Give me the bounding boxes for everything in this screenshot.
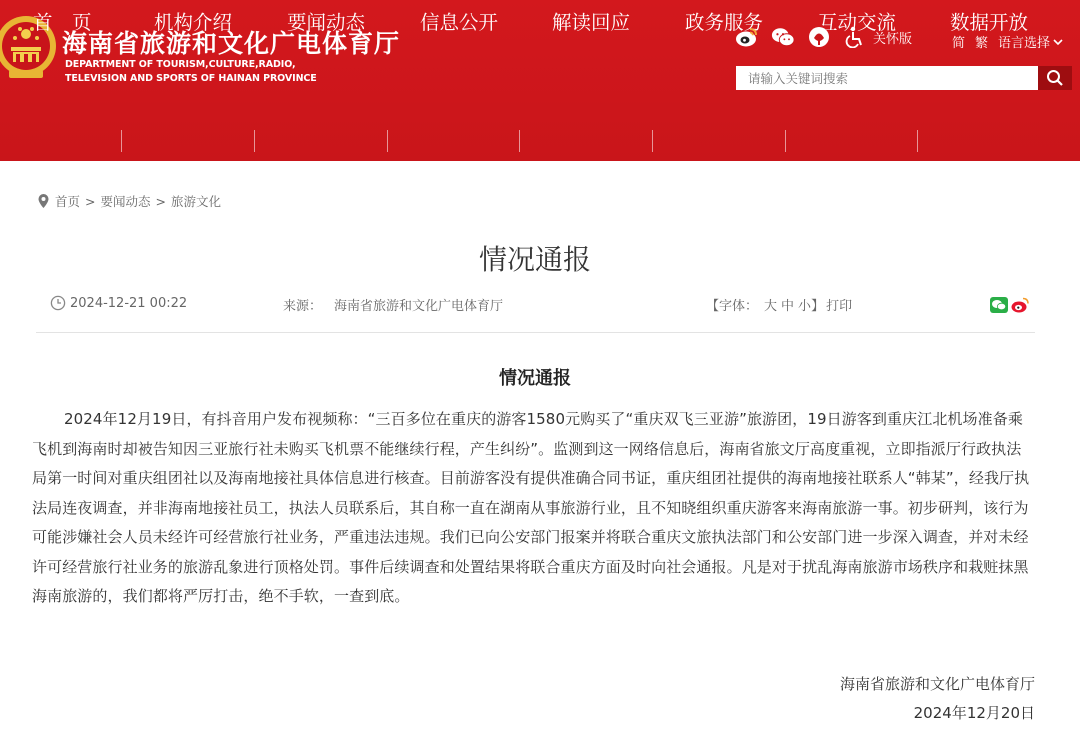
nav-separator [254, 130, 255, 152]
clock-icon [50, 295, 66, 311]
nav-separator [121, 130, 122, 152]
weibo-share-icon[interactable] [1011, 297, 1029, 313]
nav-home[interactable]: 首 页 [33, 11, 92, 34]
article-body: 2024年12月19日，有抖音用户发布视频称：“三百多位在重庆的游客1580元购买了“重庆双飞三亚游”旅游团，19日游客到重庆江北机场准备乘飞机到海南时却被告知因三亚旅行社未购买飞机票不能继续行程，产生纠纷”。监测到这一网络信息后，海南省旅文厅高度重视，立即指派厅行政执法局第一时间对重庆组团社以及海南地接社具体信息进行核查。目前游客没有提供准确合同书证，重庆组团社提供的海南地接社联系人“韩某”，经我厅执法局连夜调查，并非海南地接社员工，执法人员联系后，其自称一直在湖南从事旅游行业，且不知晓组织重庆游客来海南旅游一事。初步研判，该行为可能涉嫌社会人员未经许可经营旅行社业务，严重违法违规。我们已向公安部门报案并将联合重庆文旅执法部门和公安部门进一步深入调查，并对未经许可经营旅行社业务的旅游乱象进行顶格处罚。事件后续调查和处置结果将联合重庆方面及时向社会通报。凡是对于扰乱海南旅游市场秩序和栽赃抹黑海南旅游的，我们都将严厉打击，绝不手软，一查到底。 [32, 410, 1030, 605]
search-box [736, 66, 1072, 90]
font-label-close: 】 [811, 299, 825, 314]
lang-select[interactable]: 语言选择 [998, 36, 1051, 51]
breadcrumb-home[interactable]: 首页 [55, 194, 81, 209]
site-header [0, 0, 1080, 161]
font-size-controls [706, 295, 856, 314]
font-label-open: 【字体： [706, 299, 759, 314]
breadcrumb-separator: > [85, 193, 96, 209]
article-meta [50, 295, 1035, 315]
publish-date [50, 295, 187, 311]
search-icon [1046, 69, 1064, 87]
signature-date: 2024年12月20日 [913, 704, 1035, 722]
nav-separator [785, 130, 786, 152]
org-name-en [65, 58, 317, 86]
org-name-en-line1: DEPARTMENT OF TOURISM,CULTURE,RADIO, [65, 59, 296, 70]
signature-org: 海南省旅游和文化广电体育厅 [839, 675, 1035, 693]
search-button[interactable] [1038, 66, 1072, 90]
nav-news[interactable]: 要闻动态 [287, 11, 366, 34]
print-button[interactable]: 打印 [826, 299, 853, 314]
org-name-cn[interactable]: 海南省旅游和文化广电体育厅 [62, 29, 401, 58]
font-small-button[interactable]: 小 [798, 299, 812, 314]
breadcrumb-tourism-culture[interactable]: 旅游文化 [171, 194, 222, 209]
nav-interaction[interactable]: 互动交流 [818, 11, 897, 34]
breadcrumb-news[interactable]: 要闻动态 [100, 194, 151, 209]
search-input[interactable] [736, 66, 1038, 90]
care-mode-link[interactable]: 关怀版 [873, 31, 913, 47]
font-medium-button[interactable]: 中 [781, 299, 795, 314]
org-name-en-line2: TELEVISION AND SPORTS OF HAINAN PROVINCE [65, 73, 317, 84]
nav-open-data[interactable]: 数据开放 [950, 11, 1029, 34]
page-title: 情况通报 [478, 243, 591, 276]
nav-separator [387, 130, 388, 152]
breadcrumb-separator: > [155, 193, 166, 209]
nav-services[interactable]: 政务服务 [685, 11, 764, 34]
wechat-share-icon[interactable] [990, 297, 1008, 313]
wechat-icon[interactable] [771, 25, 795, 49]
breadcrumb [38, 192, 221, 210]
location-pin-icon [38, 194, 49, 208]
meta-divider [36, 332, 1035, 333]
source-value: 海南省旅游和文化广电体育厅 [334, 299, 504, 314]
lang-traditional[interactable]: 繁 [975, 36, 989, 51]
font-large-button[interactable]: 大 [764, 299, 778, 314]
article-source [283, 295, 503, 314]
nav-separator [519, 130, 520, 152]
lang-simplified[interactable]: 简 [952, 36, 966, 51]
nav-about[interactable]: 机构介绍 [154, 11, 233, 34]
chevron-down-icon[interactable] [1053, 38, 1063, 46]
nav-separator [652, 130, 653, 152]
nav-separator [917, 130, 918, 152]
nav-interpretation[interactable]: 解读回应 [552, 11, 631, 34]
source-label: 来源： [283, 299, 323, 314]
nav-disclosure[interactable]: 信息公开 [420, 11, 499, 34]
share-buttons [990, 297, 1029, 313]
publish-date-text: 2024-12-21 00:22 [70, 295, 188, 311]
article-heading: 情况通报 [499, 368, 571, 389]
